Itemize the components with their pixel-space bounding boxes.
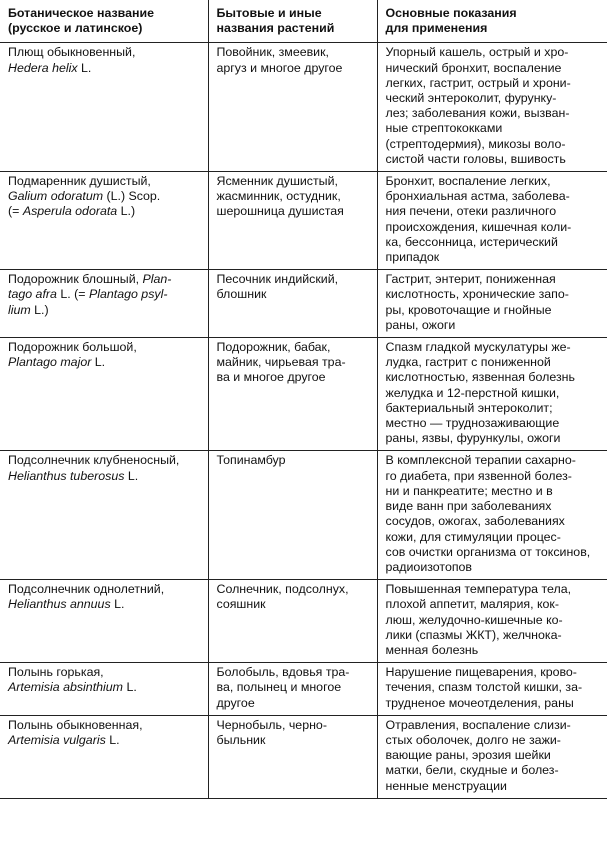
indications-line: местно — труднозаживающие [385,416,560,431]
table-row [0,43,607,172]
name-text: L. [123,680,137,695]
botanical-name-line [8,733,205,748]
indications-line: плохой аппетит, малярия, кок- [385,597,559,612]
common-names-line: жасминник, остудник, [216,189,341,204]
common-names-line: аргуз и многое другое [216,60,343,75]
name-text: (L.) Scop. [103,189,161,204]
botanical-name-line [8,665,205,680]
indications-line: виде ванн при заболеваниях [385,499,552,514]
table-row [0,270,607,338]
botanical-name-line [8,597,205,612]
botanical-name-cell [0,580,208,663]
indications-line: ка, бессонница, истерический [385,234,558,249]
indications-line: стых оболочек, долго не зажи- [385,732,561,747]
botanical-name-line [8,174,205,189]
latin-name: Artemisia absinthium [8,680,124,695]
common-names-cell [208,270,377,338]
botanical-name-line [8,718,205,733]
common-names-line: ва, полынец и многое [216,680,342,695]
indications-line: ненные менструации [385,778,507,793]
botanical-name-cell [0,715,208,798]
header-common-names: Бытовые и иные названия растений [208,0,377,43]
name-text: L. [124,468,139,483]
name-text: Плющ обыкновенный, [8,45,136,60]
name-text: Подмаренник душистый, [8,174,151,189]
indications-line: Повышенная температура тела, [385,582,572,597]
botanical-name-line [8,453,205,468]
botanical-name-line [8,45,205,60]
common-names-line: блошник [216,287,267,302]
common-names-line: Подорожник, бабак, [216,340,331,355]
latin-name: Hedera helix [8,60,78,75]
botanical-name-line [8,680,205,695]
indications-line: сов очистки организма от токсинов, [385,544,591,559]
indications-line: Нарушение пищеварения, крово- [385,665,577,680]
indications-cell [377,172,607,270]
botanical-name-cell [0,270,208,338]
indications-line: Гастрит, энтерит, пониженная [385,272,556,287]
indications-line: ные стрептококками [385,121,503,136]
indications-line: Спазм гладкой мускулатуры же- [385,340,571,355]
botanical-name-line [8,287,205,302]
common-names-line: Солнечник, подсолнух, [216,582,349,597]
botanical-name-cell [0,663,208,716]
name-text: Подсолнечник клубненосный, [8,453,180,468]
indications-line: припадок [385,250,440,265]
indications-line: бронхиальная астма, заболева- [385,189,570,204]
indications-line: лики (спазмы ЖКТ), желчнока- [385,627,562,642]
table-row [0,580,607,663]
common-names-line: Повойник, змеевик, [216,45,329,60]
table-row [0,338,607,451]
indications-line: вающие раны, эрозия шейки [385,748,551,763]
latin-name: Plantago psyl- [88,287,168,302]
common-names-cell [208,580,377,663]
name-text: Полынь обыкновенная, [8,717,143,732]
latin-name: Plan- [142,272,172,287]
common-names-line: Ясменник душистый, [216,174,338,189]
indications-line: лудка, гастрит с пониженной [385,355,551,370]
indications-line: Отравления, воспаление слизи- [385,717,571,732]
indications-line: ры, кровоточащие и гнойные [385,302,552,317]
indications-cell [377,338,607,451]
table-row [0,663,607,716]
common-names-cell [208,663,377,716]
indications-cell [377,580,607,663]
indications-line: менная болезнь [385,642,479,657]
table-row [0,715,607,798]
name-text: L. [77,60,92,75]
latin-name: Asperula odorata [22,204,118,219]
common-names-line: Песочник индийский, [216,272,339,287]
table-header-row [0,0,607,43]
common-names-line: Чернобыль, черно- [216,717,327,732]
indications-line: раны, ожоги [385,317,456,332]
table-row [0,451,607,580]
common-names-line: Болобыль, вдовья тра- [216,665,350,680]
botanical-name-line [8,189,205,204]
common-names-line: быльник [216,732,266,747]
indications-line: (стрептодермия), микозы воло- [385,136,566,151]
indications-cell [377,451,607,580]
name-text: L.) [117,204,136,219]
common-names-line: майник, чирьевая тра- [216,355,346,370]
name-text: Подорожник большой, [8,340,137,355]
table-body [0,43,607,798]
indications-line: трудненое мочеотделения, раны [385,695,574,710]
botanical-name-line [8,61,205,76]
common-names-line: другое [216,695,255,710]
latin-name: Plantago major [8,355,92,370]
name-text: Подорожник блошный, [8,272,143,287]
indications-line: легких, гастрит, острый и хрони- [385,75,571,90]
indications-line: происхождения, кишечная коли- [385,219,572,234]
botanical-name-cell [0,451,208,580]
latin-name: Helianthus tuberosus [8,468,125,483]
botanical-name-line [8,204,205,219]
botanical-name-line [8,272,205,287]
botanical-name-line [8,303,205,318]
name-text: L. [105,732,120,747]
indications-line: радиоизотопов [385,559,473,574]
latin-name: Helianthus annuus [8,597,111,612]
name-text: L. [91,355,106,370]
indications-line: бактериальный энтероколит; [385,400,553,415]
indications-line: го диабета, при язвенной болез- [385,468,572,483]
common-names-cell [208,715,377,798]
common-names-cell [208,451,377,580]
latin-name: Artemisia vulgaris [8,732,106,747]
botanical-name-line [8,340,205,355]
name-text: Подсолнечник однолетний, [8,582,165,597]
common-names-line: ва и многое другое [216,370,326,385]
indications-cell [377,270,607,338]
name-text: L.) [30,302,49,317]
common-names-line: шерошница душистая [216,204,344,219]
botanical-name-line [8,582,205,597]
table-row [0,172,607,270]
indications-line: лез; заболевания кожи, вызван- [385,106,570,121]
indications-line: нический бронхит, воспаление [385,60,562,75]
indications-line: люш, желудочно-кишечные ко- [385,612,563,627]
botanical-name-cell [0,172,208,270]
indications-line: кислотностью, язвенная болезнь [385,370,575,385]
indications-cell [377,715,607,798]
name-text: (= [8,204,23,219]
indications-line: Упорный кашель, острый и хро- [385,45,569,60]
common-names-line: сояшник [216,597,266,612]
indications-line: желудка и 12-перстной кишки, [385,385,560,400]
botanical-name-cell [0,43,208,172]
indications-cell [377,43,607,172]
indications-line: сосудов, ожогах, заболеваниях [385,514,565,529]
common-names-cell [208,172,377,270]
name-text: L. [110,597,125,612]
indications-line: ческий энтероколит, фурунку- [385,91,557,106]
common-names-cell [208,338,377,451]
common-names-cell [208,43,377,172]
indications-line: ния печени, отеки различного [385,204,557,219]
indications-line: матки, бели, скудные и болез- [385,763,559,778]
latin-name: lium [8,302,31,317]
latin-name: Galium odoratum [8,189,104,204]
latin-name: tago afra [8,287,57,302]
indications-line: ни и панкреатите; местно и в [385,483,553,498]
header-indications: Основные показания для применения [377,0,607,43]
indications-line: раны, язвы, фурункулы, ожоги [385,431,561,446]
indications-line: кожи, для стимуляции процес- [385,529,561,544]
botanical-name-line [8,469,205,484]
name-text: Полынь горькая, [8,665,104,680]
name-text: L. (= [56,287,89,302]
indications-line: систой части головы, вшивость [385,151,566,166]
indications-line: кислотность, хронические запо- [385,287,569,302]
indications-cell [377,663,607,716]
indications-line: течения, спазм толстой кишки, за- [385,680,583,695]
indications-line: Бронхит, воспаление легких, [385,174,551,189]
botanical-name-cell [0,338,208,451]
indications-line: В комплексной терапии сахарно- [385,453,576,468]
common-names-line: Топинамбур [216,453,286,468]
botanical-name-line [8,355,205,370]
header-botanical-name: Ботаническое название (русское и латинское) [8,6,155,36]
